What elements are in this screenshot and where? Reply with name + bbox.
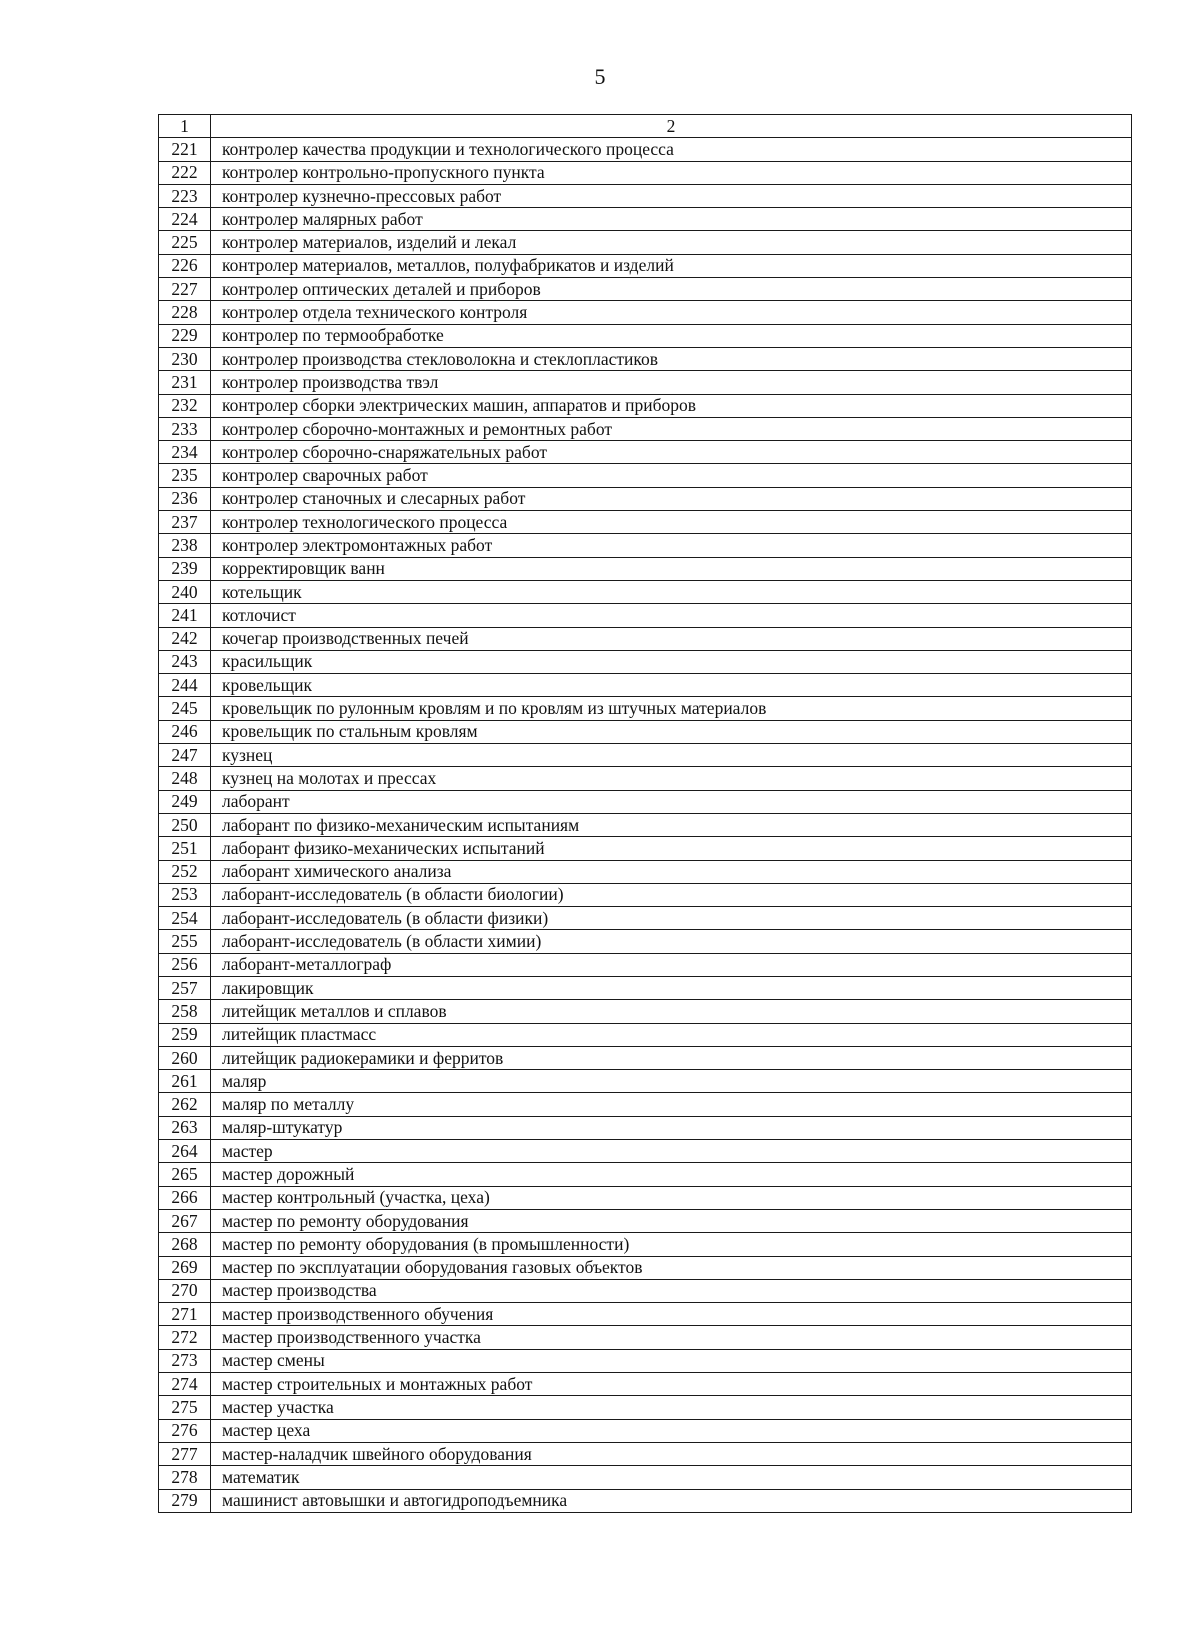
row-number: 247 bbox=[159, 744, 211, 767]
table-row bbox=[159, 1373, 1132, 1396]
table-row bbox=[159, 580, 1132, 603]
profession-name: кровельщик по рулонным кровлям и по кровлям из штучных материалов bbox=[211, 697, 1132, 720]
professions-table bbox=[158, 114, 1132, 1513]
table-row bbox=[159, 324, 1132, 347]
table-row bbox=[159, 813, 1132, 836]
row-number: 256 bbox=[159, 953, 211, 976]
table-row bbox=[159, 208, 1132, 231]
table-row bbox=[159, 930, 1132, 953]
column-header-name: 2 bbox=[211, 115, 1132, 138]
row-number: 275 bbox=[159, 1396, 211, 1419]
row-number: 239 bbox=[159, 557, 211, 580]
row-number: 259 bbox=[159, 1023, 211, 1046]
profession-name: лаборант по физико-механическим испытаниям bbox=[211, 813, 1132, 836]
table-row bbox=[159, 674, 1132, 697]
row-number: 234 bbox=[159, 441, 211, 464]
table-row bbox=[159, 907, 1132, 930]
row-number: 224 bbox=[159, 208, 211, 231]
row-number: 273 bbox=[159, 1349, 211, 1372]
profession-name: мастер производства bbox=[211, 1279, 1132, 1302]
profession-name: красильщик bbox=[211, 650, 1132, 673]
profession-name: мастер по ремонту оборудования bbox=[211, 1209, 1132, 1232]
row-number: 261 bbox=[159, 1070, 211, 1093]
row-number: 264 bbox=[159, 1140, 211, 1163]
row-number: 252 bbox=[159, 860, 211, 883]
profession-name: лаборант-исследователь (в области химии) bbox=[211, 930, 1132, 953]
profession-name: контролер отдела технического контроля bbox=[211, 301, 1132, 324]
table-row bbox=[159, 1116, 1132, 1139]
profession-name: контролер по термообработке bbox=[211, 324, 1132, 347]
profession-name: лаборант-исследователь (в области биологии) bbox=[211, 883, 1132, 906]
row-number: 221 bbox=[159, 138, 211, 161]
profession-name: контролер сборочно-монтажных и ремонтных работ bbox=[211, 417, 1132, 440]
table-row bbox=[159, 1419, 1132, 1442]
table-row bbox=[159, 441, 1132, 464]
profession-name: контролер производства стекловолокна и стеклопластиков bbox=[211, 347, 1132, 370]
profession-name: контролер контрольно-пропускного пункта bbox=[211, 161, 1132, 184]
table-row bbox=[159, 1163, 1132, 1186]
row-number: 241 bbox=[159, 604, 211, 627]
table-row bbox=[159, 1070, 1132, 1093]
row-number: 250 bbox=[159, 813, 211, 836]
table-row bbox=[159, 511, 1132, 534]
row-number: 253 bbox=[159, 883, 211, 906]
row-number: 277 bbox=[159, 1442, 211, 1465]
table-row bbox=[159, 1303, 1132, 1326]
row-number: 229 bbox=[159, 324, 211, 347]
profession-name: кровельщик по стальным кровлям bbox=[211, 720, 1132, 743]
profession-name: контролер сборочно-снаряжательных работ bbox=[211, 441, 1132, 464]
row-number: 279 bbox=[159, 1489, 211, 1512]
table-row bbox=[159, 487, 1132, 510]
row-number: 236 bbox=[159, 487, 211, 510]
profession-name: маляр по металлу bbox=[211, 1093, 1132, 1116]
profession-name: контролер малярных работ bbox=[211, 208, 1132, 231]
profession-name: литейщик металлов и сплавов bbox=[211, 1000, 1132, 1023]
profession-name: контролер производства твэл bbox=[211, 371, 1132, 394]
profession-name: математик bbox=[211, 1466, 1132, 1489]
row-number: 248 bbox=[159, 767, 211, 790]
row-number: 260 bbox=[159, 1046, 211, 1069]
table-row bbox=[159, 1396, 1132, 1419]
profession-name: маляр bbox=[211, 1070, 1132, 1093]
profession-name: лаборант физико-механических испытаний bbox=[211, 837, 1132, 860]
row-number: 245 bbox=[159, 697, 211, 720]
row-number: 223 bbox=[159, 184, 211, 207]
profession-name: кузнец bbox=[211, 744, 1132, 767]
table-row bbox=[159, 1093, 1132, 1116]
profession-name: лаборант-исследователь (в области физики) bbox=[211, 907, 1132, 930]
table-row bbox=[159, 138, 1132, 161]
profession-name: контролер материалов, изделий и лекал bbox=[211, 231, 1132, 254]
row-number: 271 bbox=[159, 1303, 211, 1326]
table-row bbox=[159, 1186, 1132, 1209]
row-number: 222 bbox=[159, 161, 211, 184]
table-row bbox=[159, 1442, 1132, 1465]
table-row bbox=[159, 1233, 1132, 1256]
profession-name: литейщик пластмасс bbox=[211, 1023, 1132, 1046]
row-number: 274 bbox=[159, 1373, 211, 1396]
table-row bbox=[159, 627, 1132, 650]
profession-name: контролер электромонтажных работ bbox=[211, 534, 1132, 557]
profession-name: мастер строительных и монтажных работ bbox=[211, 1373, 1132, 1396]
table-row bbox=[159, 184, 1132, 207]
page-number: 5 bbox=[594, 64, 606, 89]
row-number: 225 bbox=[159, 231, 211, 254]
profession-name: мастер дорожный bbox=[211, 1163, 1132, 1186]
header-row bbox=[159, 115, 1132, 138]
row-number: 251 bbox=[159, 837, 211, 860]
profession-name: лаборант химического анализа bbox=[211, 860, 1132, 883]
table-row bbox=[159, 883, 1132, 906]
row-number: 255 bbox=[159, 930, 211, 953]
profession-name: мастер производственного участка bbox=[211, 1326, 1132, 1349]
row-number: 276 bbox=[159, 1419, 211, 1442]
profession-name: лакировщик bbox=[211, 976, 1132, 999]
profession-name: контролер материалов, металлов, полуфабрикатов и изделий bbox=[211, 254, 1132, 277]
table-row bbox=[159, 1489, 1132, 1512]
profession-name: контролер технологического процесса bbox=[211, 511, 1132, 534]
row-number: 257 bbox=[159, 976, 211, 999]
table-row bbox=[159, 1326, 1132, 1349]
profession-name: мастер bbox=[211, 1140, 1132, 1163]
profession-name: контролер сварочных работ bbox=[211, 464, 1132, 487]
table-row bbox=[159, 1349, 1132, 1372]
row-number: 233 bbox=[159, 417, 211, 440]
table-row bbox=[159, 394, 1132, 417]
profession-name: лаборант-металлограф bbox=[211, 953, 1132, 976]
row-number: 227 bbox=[159, 278, 211, 301]
row-number: 232 bbox=[159, 394, 211, 417]
table-row bbox=[159, 790, 1132, 813]
row-number: 263 bbox=[159, 1116, 211, 1139]
row-number: 267 bbox=[159, 1209, 211, 1232]
row-number: 262 bbox=[159, 1093, 211, 1116]
table-row bbox=[159, 534, 1132, 557]
table-row bbox=[159, 697, 1132, 720]
profession-name: маляр-штукатур bbox=[211, 1116, 1132, 1139]
table-row bbox=[159, 1279, 1132, 1302]
profession-name: котлочист bbox=[211, 604, 1132, 627]
row-number: 237 bbox=[159, 511, 211, 534]
table-row bbox=[159, 347, 1132, 370]
profession-name: контролер качества продукции и технологического процесса bbox=[211, 138, 1132, 161]
row-number: 254 bbox=[159, 907, 211, 930]
profession-name: контролер оптических деталей и приборов bbox=[211, 278, 1132, 301]
table-row bbox=[159, 231, 1132, 254]
table-row bbox=[159, 767, 1132, 790]
row-number: 242 bbox=[159, 627, 211, 650]
table-row bbox=[159, 860, 1132, 883]
table-row bbox=[159, 464, 1132, 487]
profession-name: мастер участка bbox=[211, 1396, 1132, 1419]
row-number: 243 bbox=[159, 650, 211, 673]
table-row bbox=[159, 1209, 1132, 1232]
profession-name: корректировщик ванн bbox=[211, 557, 1132, 580]
profession-name: мастер-наладчик швейного оборудования bbox=[211, 1442, 1132, 1465]
table-row bbox=[159, 301, 1132, 324]
profession-name: машинист автовышки и автогидроподъемника bbox=[211, 1489, 1132, 1512]
profession-name: лаборант bbox=[211, 790, 1132, 813]
profession-name: котельщик bbox=[211, 580, 1132, 603]
table-row bbox=[159, 417, 1132, 440]
row-number: 231 bbox=[159, 371, 211, 394]
table-row bbox=[159, 1046, 1132, 1069]
table-row bbox=[159, 720, 1132, 743]
table-row bbox=[159, 254, 1132, 277]
table-row bbox=[159, 1256, 1132, 1279]
profession-name: мастер по ремонту оборудования (в промышленности) bbox=[211, 1233, 1132, 1256]
profession-name: кочегар производственных печей bbox=[211, 627, 1132, 650]
profession-name: литейщик радиокерамики и ферритов bbox=[211, 1046, 1132, 1069]
row-number: 268 bbox=[159, 1233, 211, 1256]
row-number: 240 bbox=[159, 580, 211, 603]
row-number: 270 bbox=[159, 1279, 211, 1302]
row-number: 235 bbox=[159, 464, 211, 487]
column-header-number: 1 bbox=[159, 115, 211, 138]
profession-name: мастер смены bbox=[211, 1349, 1132, 1372]
table-body bbox=[159, 138, 1132, 1513]
table-header bbox=[159, 115, 1132, 138]
row-number: 244 bbox=[159, 674, 211, 697]
table-row bbox=[159, 557, 1132, 580]
table-row bbox=[159, 1466, 1132, 1489]
profession-name: кузнец на молотах и прессах bbox=[211, 767, 1132, 790]
table-row bbox=[159, 953, 1132, 976]
profession-name: контролер сборки электрических машин, аппаратов и приборов bbox=[211, 394, 1132, 417]
table-row bbox=[159, 161, 1132, 184]
table-row bbox=[159, 1023, 1132, 1046]
profession-name: контролер станочных и слесарных работ bbox=[211, 487, 1132, 510]
table-row bbox=[159, 604, 1132, 627]
row-number: 228 bbox=[159, 301, 211, 324]
profession-name: кровельщик bbox=[211, 674, 1132, 697]
profession-name: мастер производственного обучения bbox=[211, 1303, 1132, 1326]
row-number: 272 bbox=[159, 1326, 211, 1349]
profession-name: контролер кузнечно-прессовых работ bbox=[211, 184, 1132, 207]
row-number: 266 bbox=[159, 1186, 211, 1209]
table-row bbox=[159, 1140, 1132, 1163]
table-row bbox=[159, 1000, 1132, 1023]
row-number: 278 bbox=[159, 1466, 211, 1489]
table-row bbox=[159, 837, 1132, 860]
row-number: 258 bbox=[159, 1000, 211, 1023]
row-number: 246 bbox=[159, 720, 211, 743]
row-number: 265 bbox=[159, 1163, 211, 1186]
table-row bbox=[159, 371, 1132, 394]
row-number: 249 bbox=[159, 790, 211, 813]
table-row bbox=[159, 278, 1132, 301]
table-row bbox=[159, 744, 1132, 767]
table-row bbox=[159, 650, 1132, 673]
row-number: 238 bbox=[159, 534, 211, 557]
row-number: 269 bbox=[159, 1256, 211, 1279]
profession-name: мастер контрольный (участка, цеха) bbox=[211, 1186, 1132, 1209]
row-number: 230 bbox=[159, 347, 211, 370]
row-number: 226 bbox=[159, 254, 211, 277]
profession-name: мастер цеха bbox=[211, 1419, 1132, 1442]
profession-name: мастер по эксплуатации оборудования газовых объектов bbox=[211, 1256, 1132, 1279]
table-row bbox=[159, 976, 1132, 999]
